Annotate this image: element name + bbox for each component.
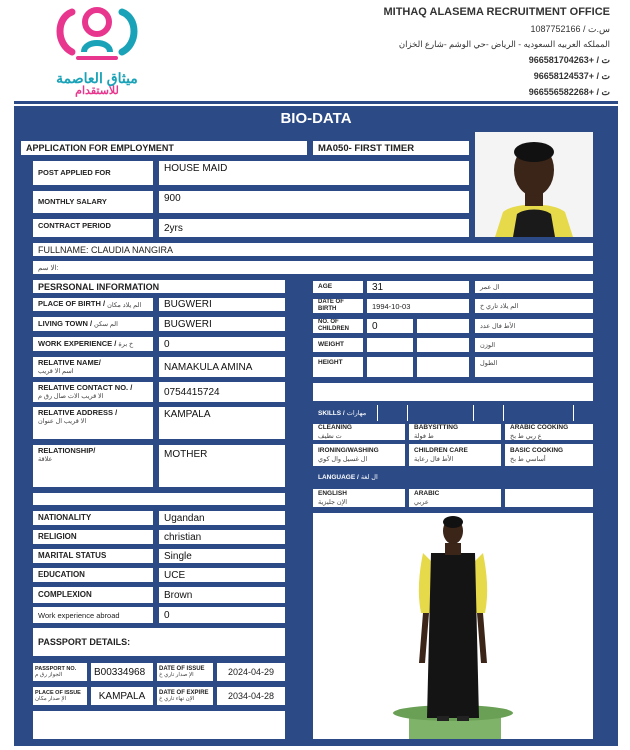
- living-town-label: [32, 316, 154, 332]
- living-town-label-ar: الم سكن: [94, 321, 118, 328]
- dob-label: DATE OF BIRTH: [312, 298, 364, 314]
- relative-name-label-en: RELATIVE NAME/: [38, 357, 101, 367]
- skill-item: [312, 423, 406, 441]
- company-phone-3: ت / +966556582268: [528, 87, 610, 97]
- place-of-issue-value: KAMPALA: [90, 686, 154, 706]
- relative-name-value: NAMAKULA AMINA: [158, 356, 286, 378]
- salary-label: MONTHLY SALARY: [32, 190, 154, 214]
- relative-address-label-en: RELATIVE ADDRESS /: [38, 408, 118, 417]
- skills-header: [312, 405, 594, 421]
- issue-date-label-ar: الإ صدار تاري خ: [159, 672, 194, 679]
- passport-no-label-ar: الجواز رق م: [35, 672, 63, 679]
- issue-date-value: 2024-04-29: [216, 662, 286, 682]
- skills-header-divider-3: [473, 405, 474, 421]
- weight-value: [366, 337, 414, 353]
- company-phone-1: ت / +966581704263: [528, 55, 610, 65]
- skill-item: [504, 443, 594, 467]
- relative-address-label-ar: الا قريب ال عنوان: [38, 418, 87, 426]
- salary-value: 900: [158, 190, 470, 214]
- relationship-label-en: RELATIONSHIP/: [38, 446, 96, 455]
- education-value: UCE: [158, 567, 286, 583]
- blank-row: [32, 492, 286, 506]
- skill-name: BASIC COOKING: [510, 447, 564, 455]
- header: [14, 0, 618, 104]
- relative-contact-value: 0754415724: [158, 381, 286, 403]
- skill-name: ARABIC COOKING: [510, 424, 569, 432]
- passport-no-label-en: PASSPORT NO.: [35, 665, 77, 672]
- place-of-issue-label-ar: الإ صدار مكان: [35, 696, 67, 703]
- work-experience-label: [32, 336, 154, 352]
- children-label-ar: الأط فال عدد: [474, 318, 594, 334]
- company-phone-2: ت / +96658124537: [533, 71, 610, 81]
- religion-value: christian: [158, 529, 286, 545]
- skill-name-ar: ال غسيل وال كوي: [318, 455, 368, 463]
- company-name: MITHAQ ALASEMA RECRUITMENT OFFICE: [383, 6, 610, 18]
- skill-item: [504, 423, 594, 441]
- birth-place-value: BUGWERI: [158, 297, 286, 312]
- language-name-ar: عربي: [414, 498, 429, 506]
- skill-name-ar: أساسي ط بخ: [510, 455, 546, 463]
- fullname-ar: الا سم:: [32, 260, 594, 275]
- relationship-value: MOTHER: [158, 444, 286, 488]
- contract-value: 2yrs: [158, 218, 470, 238]
- age-label-ar: ال عمر: [474, 280, 594, 294]
- stats-blank-row: [312, 382, 594, 402]
- weight-label-ar: الوزن: [474, 337, 594, 353]
- skill-item: [312, 443, 406, 467]
- language-blank: [504, 488, 594, 508]
- marital-value: Single: [158, 548, 286, 564]
- expire-date-label: [156, 686, 214, 706]
- language-item: [408, 488, 502, 508]
- dob-label-ar: الم يلاد تاري خ: [474, 298, 594, 314]
- skill-item: [408, 423, 502, 441]
- complexion-value: Brown: [158, 586, 286, 604]
- post-applied-label: POST APPLIED FOR: [32, 160, 154, 186]
- nationality-label: NATIONALITY: [32, 510, 154, 526]
- weight-label: WEIGHT: [312, 337, 364, 353]
- abroad-value: 0: [158, 606, 286, 624]
- language-name-ar: الإن جليزية: [318, 498, 348, 506]
- full-body-portrait-icon: [313, 513, 593, 739]
- expire-date-label-en: DATE OF EXPIRE: [159, 689, 209, 696]
- nationality-value: Ugandan: [158, 510, 286, 526]
- work-experience-label-en: WORK EXPERIENCE /: [38, 338, 117, 348]
- issue-date-label: [156, 662, 214, 682]
- profile-photo: [474, 131, 594, 238]
- skills-header-divider-4: [503, 405, 504, 421]
- complexion-label: COMPLEXION: [32, 586, 154, 604]
- age-label: AGE: [312, 280, 364, 294]
- abroad-label: Work experience abroad: [32, 606, 154, 624]
- skills-header-divider-5: [573, 405, 574, 421]
- height-blank: [416, 356, 470, 378]
- skills-title-ar: مهارات: [346, 410, 367, 417]
- language-header: [312, 469, 594, 485]
- relative-contact-label: [32, 381, 154, 403]
- birth-place-label-ar: الم يلاد مكان: [107, 301, 142, 309]
- company-logo: [42, 2, 152, 97]
- passport-no-label: [32, 662, 88, 682]
- skill-name: IRONING/WASHING: [318, 447, 379, 455]
- passport-title: PASSPORT DETAILS:: [32, 627, 286, 657]
- expire-date-value: 2034-04-28: [216, 686, 286, 706]
- company-info: [310, 6, 610, 98]
- work-experience-label-ar: خ برة: [118, 341, 134, 348]
- full-body-photo: [312, 512, 594, 740]
- birth-place-label: [32, 297, 154, 312]
- place-of-issue-label-en: PLACE OF ISSUE: [35, 689, 81, 696]
- skills-title: SKILLS /: [318, 409, 345, 417]
- religion-label: RELIGION: [32, 529, 154, 545]
- place-of-issue-label: [32, 686, 88, 706]
- children-value: 0: [366, 318, 414, 334]
- logo-text-ar-sub: للاستقدام: [75, 85, 119, 97]
- work-experience-value: 0: [158, 336, 286, 352]
- relationship-label-ar: علاقة: [38, 456, 53, 464]
- application-code: MA050- FIRST TIMER: [312, 140, 470, 156]
- relative-address-value: KAMPALA: [158, 406, 286, 440]
- skill-name-ar: ت نظيف: [318, 432, 342, 440]
- weight-blank: [416, 337, 470, 353]
- birth-place-label-en: PLACE OF BIRTH /: [38, 299, 106, 309]
- passport-blank: [32, 710, 286, 740]
- age-value: 31: [366, 280, 470, 294]
- language-name: ARABIC: [414, 490, 440, 498]
- marital-label: MARITAL STATUS: [32, 548, 154, 564]
- children-blank: [416, 318, 470, 334]
- issue-date-label-en: DATE OF ISSUE: [159, 665, 205, 672]
- language-title-ar: ال لغة: [360, 474, 378, 481]
- company-cr: س.ت / 1087752166: [530, 24, 610, 34]
- bio-data-banner: BIO-DATA: [16, 108, 616, 128]
- expire-date-label-ar: الإن تهاء تاري خ: [159, 696, 195, 703]
- skills-header-divider-2: [407, 405, 408, 421]
- relationship-label: [32, 444, 154, 488]
- education-label: EDUCATION: [32, 567, 154, 583]
- skill-name-ar: ع ربي ط بخ: [510, 432, 542, 440]
- passport-no-value: B00334968: [90, 662, 154, 682]
- living-town-value: BUGWERI: [158, 316, 286, 332]
- height-value: [366, 356, 414, 378]
- relative-contact-label-en: RELATIVE CONTACT NO. /: [38, 382, 133, 392]
- personal-info-title: PESRSONAL INFORMATION: [32, 279, 286, 294]
- relative-contact-label-ar: الا قريب الات صال رق م: [38, 393, 104, 401]
- logo-mark-icon: [42, 2, 152, 64]
- skill-name: CLEANING: [318, 424, 352, 432]
- skill-name-ar: ط فولة: [414, 432, 434, 440]
- portrait-icon: [475, 132, 593, 237]
- relative-address-label: [32, 406, 154, 440]
- children-label: NO. OF CHILDREN: [312, 318, 364, 334]
- skill-name: CHILDREN CARE: [414, 447, 468, 455]
- skill-name: BABYSITTING: [414, 424, 459, 432]
- fullname: FULLNAME: CLAUDIA NANGIRA: [32, 242, 594, 257]
- height-label: HEIGHT: [312, 356, 364, 378]
- contract-label: CONTRACT PERIOD: [32, 218, 154, 238]
- language-title: LANGUAGE /: [318, 473, 359, 481]
- living-town-label-en: LIVING TOWN /: [38, 318, 93, 328]
- relative-name-label: [32, 356, 154, 378]
- application-title: APPLICATION FOR EMPLOYMENT: [20, 140, 308, 156]
- company-address: المملكه العربيه السعوديه - الرياض -حي الوشم -شارع الخزان: [398, 39, 610, 49]
- language-item: [312, 488, 406, 508]
- post-applied-value: HOUSE MAID: [158, 160, 470, 186]
- language-name: ENGLISH: [318, 490, 347, 498]
- skill-item: [408, 443, 502, 467]
- skills-header-dividers: [377, 405, 378, 421]
- skill-name-ar: الأط فال رعاية: [414, 455, 454, 463]
- relative-name-label-ar: اسم الا قريب: [38, 368, 74, 376]
- logo-text-ar: ميثاق العاصمة: [56, 70, 138, 86]
- height-label-ar: الطول: [474, 356, 594, 378]
- dob-value: 1994-10-03: [366, 298, 470, 314]
